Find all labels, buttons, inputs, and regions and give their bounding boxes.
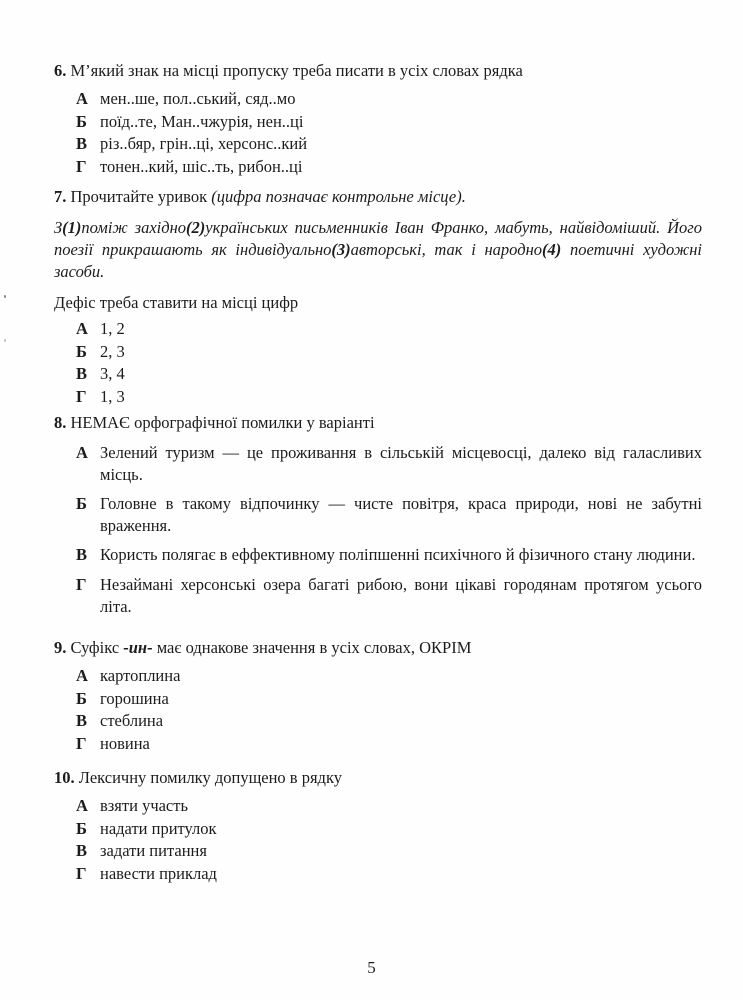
option-text: поїд..те, Ман..чжурія, нен..ці — [100, 111, 304, 131]
answer-options — [54, 88, 702, 178]
answer-option-v[interactable] — [76, 133, 702, 156]
option-text: мен..ше, пол..ський, сяд..мо — [100, 89, 296, 108]
excerpt-part: українських письменників Іван Франко, мабуть, найвідоміший. Його поезії прикрашають як індивідуально — [54, 218, 702, 259]
text-excerpt — [54, 217, 702, 283]
option-text: 1, 3 — [100, 386, 125, 406]
option-text: Користь полягає в еффективному поліпшенні психічного й фізичного стану людини. — [100, 545, 696, 564]
option-text: навести приклад — [100, 863, 217, 883]
control-mark-3: (3) — [331, 240, 351, 259]
question-number: 9. — [54, 638, 67, 657]
control-mark-4: (4) — [542, 240, 562, 259]
question-prompt — [54, 411, 702, 434]
option-text: 3, 4 — [100, 364, 125, 383]
control-mark-1: (1) — [62, 218, 82, 237]
scan-artifact — [4, 339, 6, 342]
option-text: стеблина — [100, 711, 164, 730]
answer-option-h[interactable] — [76, 156, 702, 179]
option-text: новина — [100, 733, 150, 753]
scan-artifact — [4, 295, 6, 298]
answer-option-b[interactable] — [76, 111, 702, 134]
answer-option-h[interactable] — [76, 574, 702, 618]
answer-option-b[interactable] — [76, 818, 702, 841]
question-prompt — [54, 59, 702, 82]
question-note: (цифра позначає контрольне місце). — [211, 187, 466, 206]
option-text: 2, 3 — [100, 341, 125, 361]
excerpt-part: авторські, так і народно — [350, 240, 543, 259]
answer-option-a[interactable] — [76, 795, 702, 818]
option-text: взяти участь — [100, 796, 188, 815]
answer-option-v[interactable] — [76, 544, 702, 567]
answer-option-b[interactable] — [76, 493, 702, 537]
option-text: 1, 2 — [100, 319, 125, 338]
option-text: картоплина — [100, 666, 181, 685]
option-letter: Г — [76, 574, 87, 594]
answer-option-h[interactable] — [76, 386, 702, 409]
question-7 — [54, 185, 702, 408]
option-letter: Г — [76, 156, 87, 176]
option-letter: Б — [76, 818, 87, 838]
question-text: має однакове значення в усіх словах, ОКРІМ — [152, 638, 472, 657]
option-letter: Б — [76, 111, 87, 131]
option-letter: В — [76, 545, 88, 564]
question-8 — [54, 411, 702, 625]
option-letter: В — [76, 711, 88, 730]
answer-options — [54, 665, 702, 755]
option-letter: А — [76, 89, 88, 108]
question-text: Лексичну помилку допущено в рядку — [78, 768, 342, 787]
answer-option-a[interactable] — [76, 665, 702, 688]
excerpt-part: поетичні художні засоби. — [54, 240, 702, 281]
sub-prompt: Дефіс треба ставити на місці цифр — [54, 293, 299, 312]
question-prompt — [54, 766, 702, 789]
option-text: різ..бяр, грін..ці, херсонс..кий — [100, 134, 308, 153]
question-number: 8. — [54, 413, 67, 432]
answer-option-v[interactable] — [76, 363, 702, 386]
option-letter: Б — [76, 494, 87, 513]
answer-options — [54, 318, 702, 408]
question-text: М’який знак на місці пропуску треба писати в усіх словах рядка — [70, 61, 523, 80]
answer-option-v[interactable] — [76, 840, 702, 863]
excerpt-part: поміж західно — [81, 218, 187, 237]
option-letter: А — [76, 319, 88, 338]
question-text: Суфікс — [70, 638, 124, 657]
answer-option-a[interactable] — [76, 442, 702, 486]
answer-option-h[interactable] — [76, 733, 702, 756]
option-text: горошина — [100, 688, 169, 708]
control-mark-2: (2) — [186, 218, 206, 237]
question-number: 10. — [54, 768, 75, 787]
option-letter: Г — [76, 733, 87, 753]
answer-option-b[interactable] — [76, 688, 702, 711]
option-letter: А — [76, 796, 88, 815]
question-9 — [54, 636, 702, 755]
suffix-highlight: -ин- — [123, 638, 153, 657]
answer-option-a[interactable] — [76, 88, 702, 111]
option-letter: В — [76, 841, 88, 860]
option-letter: В — [76, 364, 88, 383]
question-text: НЕМАЄ орфографічної помилки у варіанті — [70, 413, 375, 432]
excerpt-part: З — [54, 218, 63, 237]
option-letter: А — [76, 666, 88, 685]
answer-option-v[interactable] — [76, 710, 702, 733]
option-text: надати притулок — [100, 818, 217, 838]
option-letter: В — [76, 134, 88, 153]
answer-option-h[interactable] — [76, 863, 702, 886]
answer-option-a[interactable] — [76, 318, 702, 341]
question-text: Прочитайте уривок — [70, 187, 212, 206]
option-letter: Г — [76, 386, 87, 406]
option-text: Зелений туризм — це проживання в сільській місцевосці, далеко від галасливих місць. — [100, 443, 702, 484]
option-text: Головне в такому відпочинку — чисте повітря, краса природи, нові не забутні враження. — [100, 494, 702, 535]
answer-options — [54, 795, 702, 885]
answer-options — [54, 442, 702, 618]
question-number: 7. — [54, 187, 67, 206]
question-prompt — [54, 636, 702, 659]
option-text: Незаймані херсонські озера багаті рибою, вони цікаві городянам протягом усього літа. — [100, 574, 702, 616]
page-number: 5 — [367, 958, 376, 977]
option-letter: А — [76, 443, 88, 462]
answer-option-b[interactable] — [76, 341, 702, 364]
question-6 — [54, 59, 702, 178]
option-letter: Б — [76, 341, 87, 361]
question-prompt — [54, 185, 702, 208]
option-letter: Г — [76, 863, 87, 883]
option-letter: Б — [76, 688, 87, 708]
option-text: задати питання — [100, 841, 207, 860]
question-number: 6. — [54, 61, 67, 80]
option-text: тонен..кий, шіс..ть, рибон..ці — [100, 156, 303, 176]
question-10 — [54, 766, 702, 885]
